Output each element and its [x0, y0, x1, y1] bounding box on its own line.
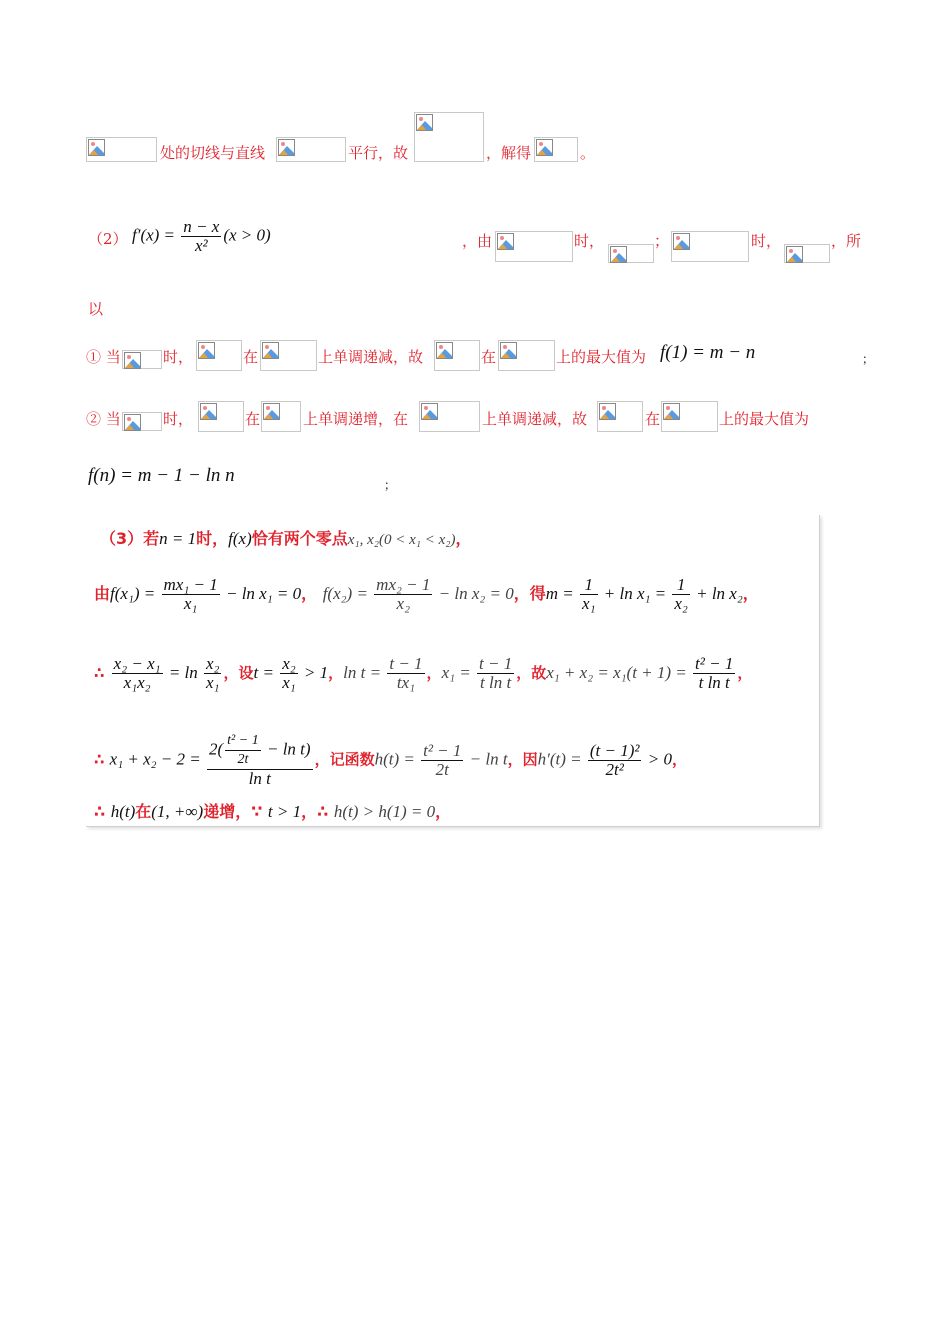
- broken-image-icon: [200, 403, 217, 420]
- broken-image-icon: [124, 414, 141, 431]
- image-placeholder: [261, 401, 301, 432]
- image-placeholder: [434, 340, 480, 371]
- image-placeholder: [260, 340, 317, 371]
- row4-marker: ① 当: [86, 348, 121, 366]
- row5-t5: 在: [645, 410, 661, 428]
- row2-t4: 时，: [751, 232, 782, 250]
- image-placeholder: [419, 401, 480, 432]
- row1-text2: 平行，故: [348, 144, 409, 162]
- image-placeholder: [198, 401, 244, 432]
- image-placeholder: [86, 137, 157, 162]
- broken-image-icon: [278, 139, 295, 156]
- broken-image-icon: [421, 403, 438, 420]
- broken-image-icon: [497, 233, 514, 250]
- row5-t2: 在: [245, 410, 261, 428]
- row4-t4: 在: [481, 348, 497, 366]
- row2-t3: ；: [654, 232, 670, 250]
- broken-image-icon: [124, 352, 141, 369]
- broken-image-icon: [198, 342, 215, 359]
- image-placeholder: [196, 340, 242, 371]
- row4-t3: 上单调递减，故: [318, 348, 424, 366]
- row4-expr: f(1) = m − n: [660, 342, 756, 363]
- row1-text3: ，解得: [486, 144, 532, 162]
- broken-image-icon: [786, 246, 803, 263]
- broken-image-icon: [263, 403, 280, 420]
- row2-t5: ，所: [831, 232, 862, 250]
- part3-line4: ∴ x₁ + x₂ − 2 = 2( $\frac{\text{t² − 1}}{2t}$ − ln t) ln t ，记函数h(t) = $\frac{\text{t² − 1}}{2t}$ − ln t，因h′(t) = $\frac{\text{(t − 1)²}}{\text{2t²}}$ > 0，: [94, 733, 687, 788]
- part3-line1: （3）若n = 1时，f(x)恰有两个零点x₁, x₂(0 < x₁ < x₂)，: [100, 529, 472, 548]
- image-placeholder: [534, 137, 578, 162]
- image-placeholder: [122, 412, 162, 431]
- image-placeholder: [122, 350, 162, 369]
- image-placeholder: [671, 231, 749, 262]
- row6-end: ；: [384, 478, 397, 492]
- part3-line3: ∴ $\frac{\text{x₂ − x₁}}{\text{x₁x₂}}$ = ln $\frac{\text{x₂}}{\text{x₁}}$ ，设t = $\frac{\text{x₂}}{\text{x₁}}$ > 1，ln t = $\frac{t - 1}{\text{tx₁}}$ ，x₁ = $\frac{t - 1}{\text{t ln t}}$ ，故x₁ + x₂ = x₁(t + 1) = $\frac{\text{t² − 1}}{\text{t ln t}}$ ，: [94, 654, 753, 692]
- row4-end: ；: [862, 352, 875, 366]
- row6-expr: f(n) = m − 1 − ln n: [88, 465, 235, 486]
- broken-image-icon: [262, 342, 279, 359]
- row4-t2: 在: [243, 348, 259, 366]
- row5-marker: ② 当: [86, 410, 121, 428]
- image-placeholder: [495, 231, 573, 262]
- broken-image-icon: [500, 342, 517, 359]
- broken-image-icon: [88, 139, 105, 156]
- image-placeholder: [498, 340, 555, 371]
- row5-t4: 上单调递减，故: [482, 410, 588, 428]
- row5-t1: 时，: [163, 410, 194, 428]
- row2-label: （2）: [88, 230, 128, 248]
- broken-image-icon: [610, 246, 627, 263]
- image-placeholder: [597, 401, 643, 432]
- part3-line2: 由f(x₁) = $\frac{\text{mx₁ − 1}}{\text{x₁}}$ − ln x₁ = 0， f(x₂) = $\frac{\text{mx₂ − 1}}{\text{x₂}}$ − ln x₂ = 0，得m = $\frac{1}{\text{x₁}}$ + ln x₁ = $\frac{1}{\text{x₂}}$ + ln x₂，: [94, 575, 759, 613]
- part3-line5: ∴ h(t)在(1, +∞)递增，∵ t > 1，∴ h(t) > h(1) = 0，: [94, 802, 452, 821]
- image-placeholder: [608, 244, 654, 263]
- row5-t3: 上单调递增，在: [303, 410, 409, 428]
- image-placeholder: [414, 112, 484, 162]
- row1-text1: 处的切线与直线: [160, 144, 266, 162]
- image-placeholder: [276, 137, 346, 162]
- row4-t5: 上的最大值为: [556, 348, 647, 366]
- row3-text: 以: [88, 300, 104, 318]
- row2-t1: ，由: [462, 232, 493, 250]
- row5-t6: 上的最大值为: [719, 410, 810, 428]
- image-placeholder: [784, 244, 830, 263]
- broken-image-icon: [599, 403, 616, 420]
- image-placeholder: [661, 401, 718, 432]
- row2-formula: f′(x) = $\frac{n - x}{\text{x²}}$ (x > 0): [132, 217, 271, 255]
- broken-image-icon: [673, 233, 690, 250]
- broken-image-icon: [536, 139, 553, 156]
- broken-image-icon: [663, 403, 680, 420]
- row4-t1: 时，: [163, 348, 194, 366]
- row1-text4: 。: [580, 144, 596, 162]
- broken-image-icon: [436, 342, 453, 359]
- broken-image-icon: [416, 114, 433, 131]
- fraction: $\frac{n - x}{\text{x²}}$: [183, 217, 220, 255]
- row2-t2: 时，: [574, 232, 605, 250]
